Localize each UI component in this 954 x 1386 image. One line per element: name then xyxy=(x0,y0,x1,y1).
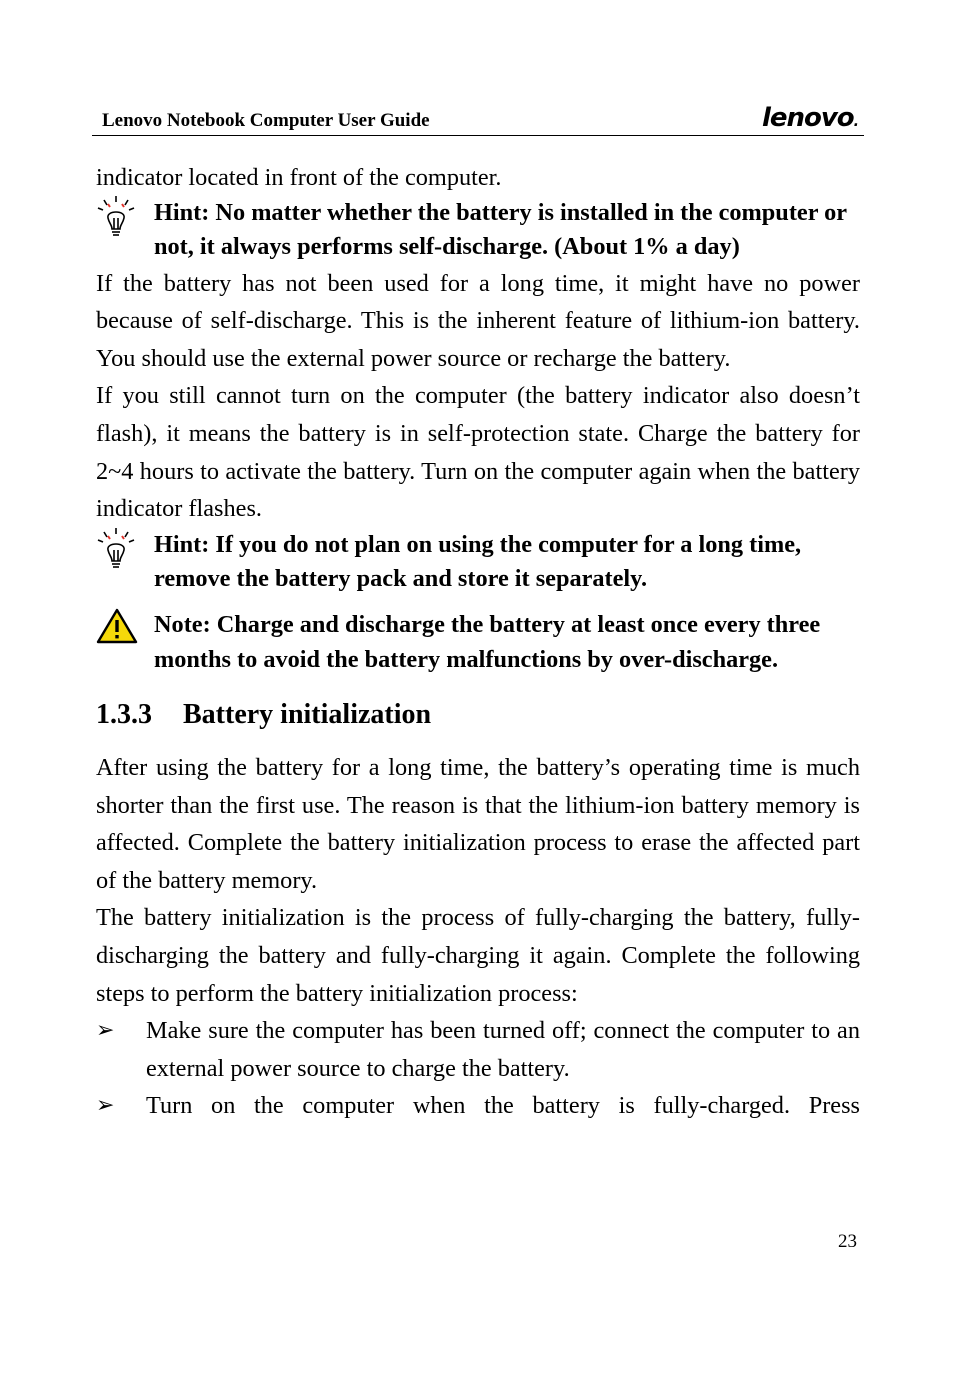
logo-text: lenovo xyxy=(761,103,854,133)
list-item xyxy=(96,1087,860,1125)
logo-mark: . xyxy=(853,114,858,130)
warning-triangle-icon xyxy=(96,608,138,648)
arrow-bullet-icon: ➢ xyxy=(96,1093,115,1119)
header-title: Lenovo Notebook Computer User Guide xyxy=(102,110,430,131)
hint-callout-1 xyxy=(96,196,860,265)
step-text: Make sure the computer has been turned off; connect the computer to an external power source to charge the battery. xyxy=(146,1017,860,1082)
lightbulb-icon xyxy=(96,528,136,576)
paragraph-indicator: indicator located in front of the computer. xyxy=(96,164,502,191)
page-header xyxy=(92,100,864,136)
hint-text-1: Hint: No matter whether the battery is installed in the computer or not, it always performs self-discharge. (About 1% a day) xyxy=(154,199,847,261)
section-title: Battery initialization xyxy=(183,698,432,730)
steps-list xyxy=(96,1012,860,1125)
note-callout xyxy=(96,608,860,677)
step-text: Turn on the computer when the battery is fully-charged. Press xyxy=(146,1092,860,1120)
page-content xyxy=(96,160,860,1125)
section-heading xyxy=(96,697,860,733)
lightbulb-icon xyxy=(96,196,136,244)
note-text: Note: Charge and discharge the battery at least once every three months to avoid the battery malfunctions by over-discharge. xyxy=(154,611,821,673)
hint-text-2: Hint: If you do not plan on using the computer for a long time, remove the battery pack and store it separately. xyxy=(154,530,802,593)
paragraph-self-protection: If you still cannot turn on the computer (the battery indicator also doesn’t flash), it means the battery is in self-protection state. Charge the battery for 2~4 hours to activate the battery. Turn on the computer again when the battery indicator flashes. xyxy=(96,382,860,523)
arrow-bullet-icon: ➢ xyxy=(96,1018,115,1044)
list-item xyxy=(96,1012,860,1087)
paragraph-initialization-reason: After using the battery for a long time, the battery’s operating time is much shorter than the first use. The reason is that the lithium-ion battery memory is affected. Complete the battery initialization process to erase the affected part of the battery memory. xyxy=(96,753,860,894)
hint-callout-2 xyxy=(96,528,860,597)
page-number: 23 xyxy=(838,1231,857,1252)
section-number: 1.3.3 xyxy=(96,698,152,730)
lenovo-logo xyxy=(762,105,858,135)
paragraph-self-discharge: If the battery has not been used for a long time, it might have no power because of self-discharge. This is the inherent feature of lithium-ion battery. You should use the external power source or recharge the battery. xyxy=(96,269,860,372)
paragraph-initialization-process: The battery initialization is the process of fully-charging the battery, fully-discharging the battery and fully-charging it again. Complete the following steps to perform the battery initialization process: xyxy=(96,904,860,1007)
